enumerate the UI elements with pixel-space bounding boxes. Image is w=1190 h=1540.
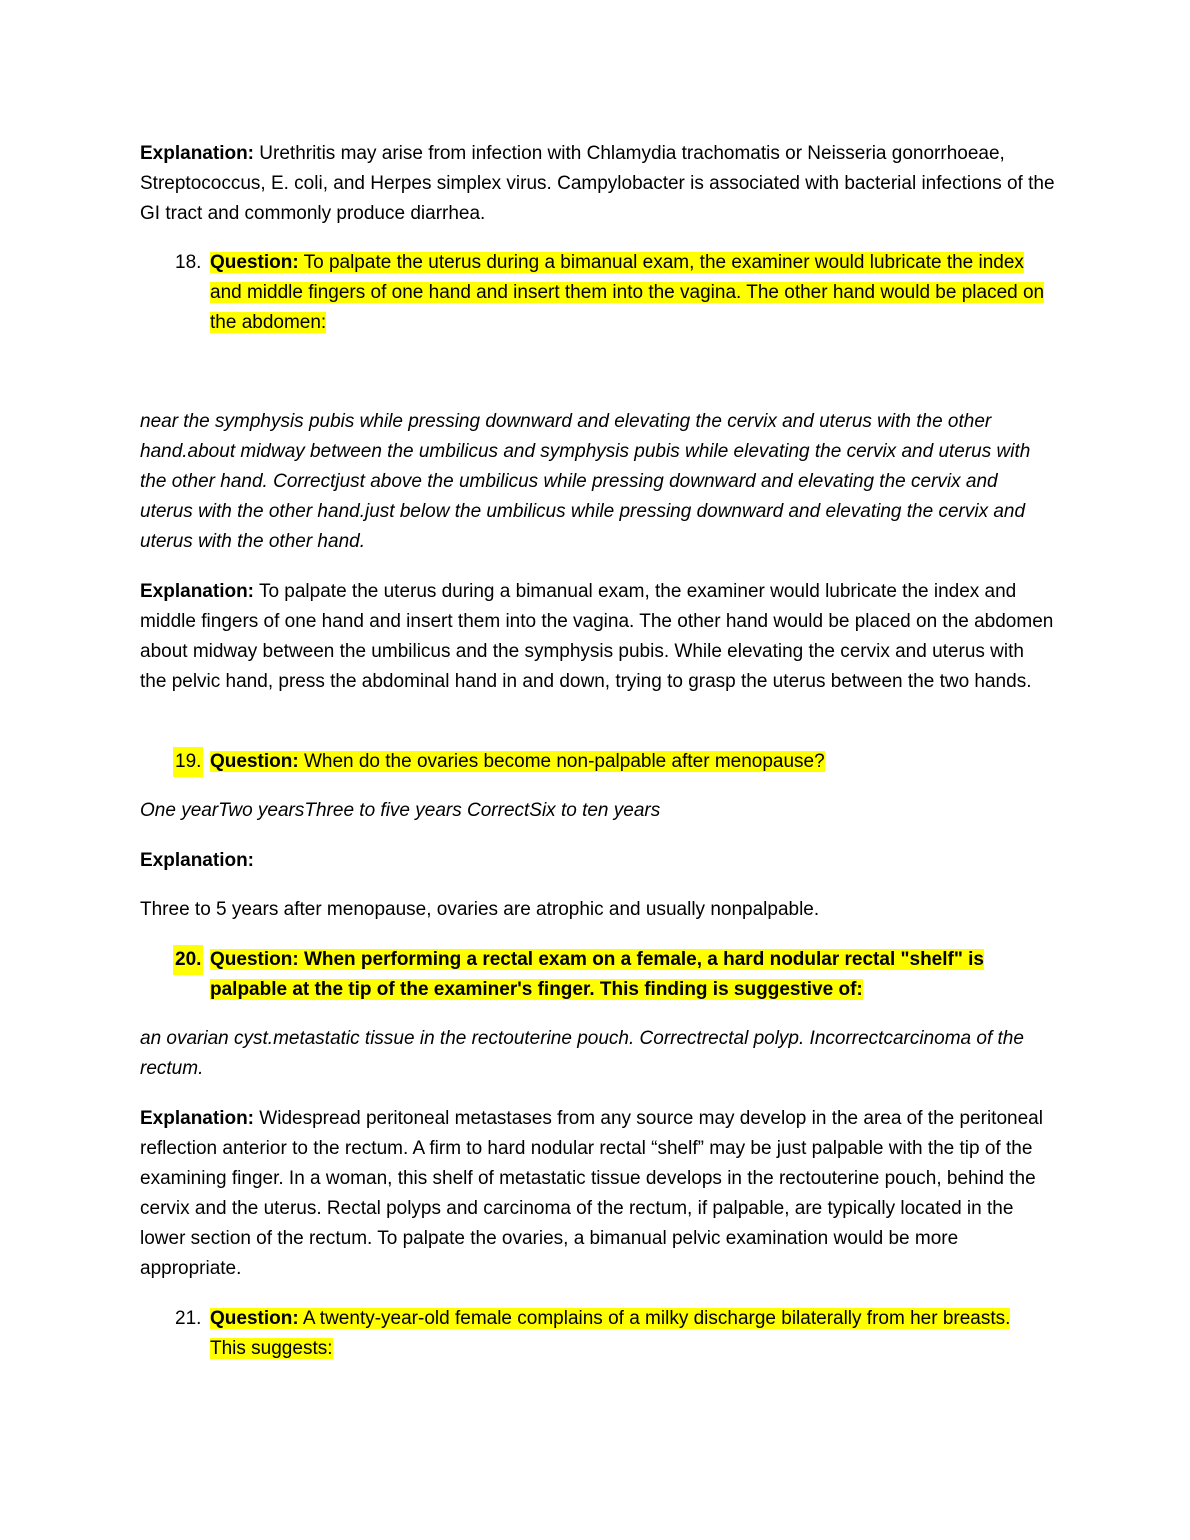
question-number: 18. xyxy=(175,252,202,273)
explanation-20 xyxy=(140,1104,1055,1284)
answer-options-18: near the symphysis pubis while pressing downward and elevating the cervix and uterus with the other hand.about midway between the umbilicus and symphysis pubis while elevating the cervix and uterus with the other hand. Correctjust above the umbilicus while pressing downward and elevating the cervix and uterus with the other hand.just below the umbilicus while pressing downward and elevating the cervix and uterus with the other hand. xyxy=(140,411,1031,552)
explanation-text: To palpate the uterus during a bimanual exam, the examiner would lubricate the index and middle fingers of one hand and insert them into the vagina. The other hand would be placed on the abdomen about midway between the umbilicus and the symphysis pubis. While elevating the cervix and uterus with the pelvic hand, press the abdominal hand in and down, trying to grasp the uterus between the two hands. xyxy=(140,581,1054,692)
question-text: A twenty-year-old female complains of a milky discharge bilaterally from her breasts. This suggests: xyxy=(210,1308,1011,1359)
question-number: 21. xyxy=(175,1308,202,1329)
question-label: Question: xyxy=(210,1308,299,1329)
explanation-label: Explanation: xyxy=(140,143,255,164)
question-number: 19. xyxy=(173,747,203,777)
explanation-text: Urethritis may arise from infection with Chlamydia trachomatis or Neisseria gonorrhoeae, Streptococcus, E. coli, and Herpes simplex virus. Campylobacter is associated with bacterial infections of the GI tract and commonly produce diarrhea. xyxy=(140,143,1055,224)
answer-options-19: One yearTwo yearsThree to five years CorrectSix to ten years xyxy=(140,800,661,821)
answer-options-20: an ovarian cyst.metastatic tissue in the rectouterine pouch. Correctrectal polyp. Incorrectcarcinoma of the rectum. xyxy=(140,1028,1024,1079)
question-21 xyxy=(140,1304,1055,1364)
question-label: Question: xyxy=(210,751,299,772)
explanation-17 xyxy=(140,139,1055,229)
explanation-19-text: Three to 5 years after menopause, ovaries are atrophic and usually nonpalpable. xyxy=(140,899,820,920)
question-20 xyxy=(140,945,1055,1005)
question-18 xyxy=(140,248,1055,338)
question-text: Question: When performing a rectal exam on a female, a hard nodular rectal "shelf" is palpable at the tip of the examiner's finger. This finding is suggestive of: xyxy=(210,949,984,1000)
explanation-label: Explanation: xyxy=(140,1108,255,1129)
explanation-text: Widespread peritoneal metastases from any source may develop in the area of the peritoneal reflection anterior to the rectum. A firm to hard nodular rectal “shelf” may be just palpable with the tip of the examining finger. In a woman, this shelf of metastatic tissue develops in the rectouterine pouch, behind the cervix and the uterus. Rectal polyps and carcinoma of the rectum, if palpable, are typically located in the lower section of the rectum. To palpate the ovaries, a bimanual pelvic examination would be more appropriate. xyxy=(140,1108,1043,1279)
question-text: To palpate the uterus during a bimanual exam, the examiner would lubricate the index and middle fingers of one hand and insert them into the vagina. The other hand would be placed on the abdomen: xyxy=(210,252,1045,333)
question-19 xyxy=(140,747,1055,777)
explanation-18 xyxy=(140,577,1055,697)
explanation-19-label: Explanation: xyxy=(140,850,255,871)
question-label: Question: xyxy=(210,252,299,273)
question-text: When do the ovaries become non-palpable after menopause? xyxy=(298,751,825,772)
question-number: 20. xyxy=(173,945,203,975)
explanation-label: Explanation: xyxy=(140,581,255,602)
